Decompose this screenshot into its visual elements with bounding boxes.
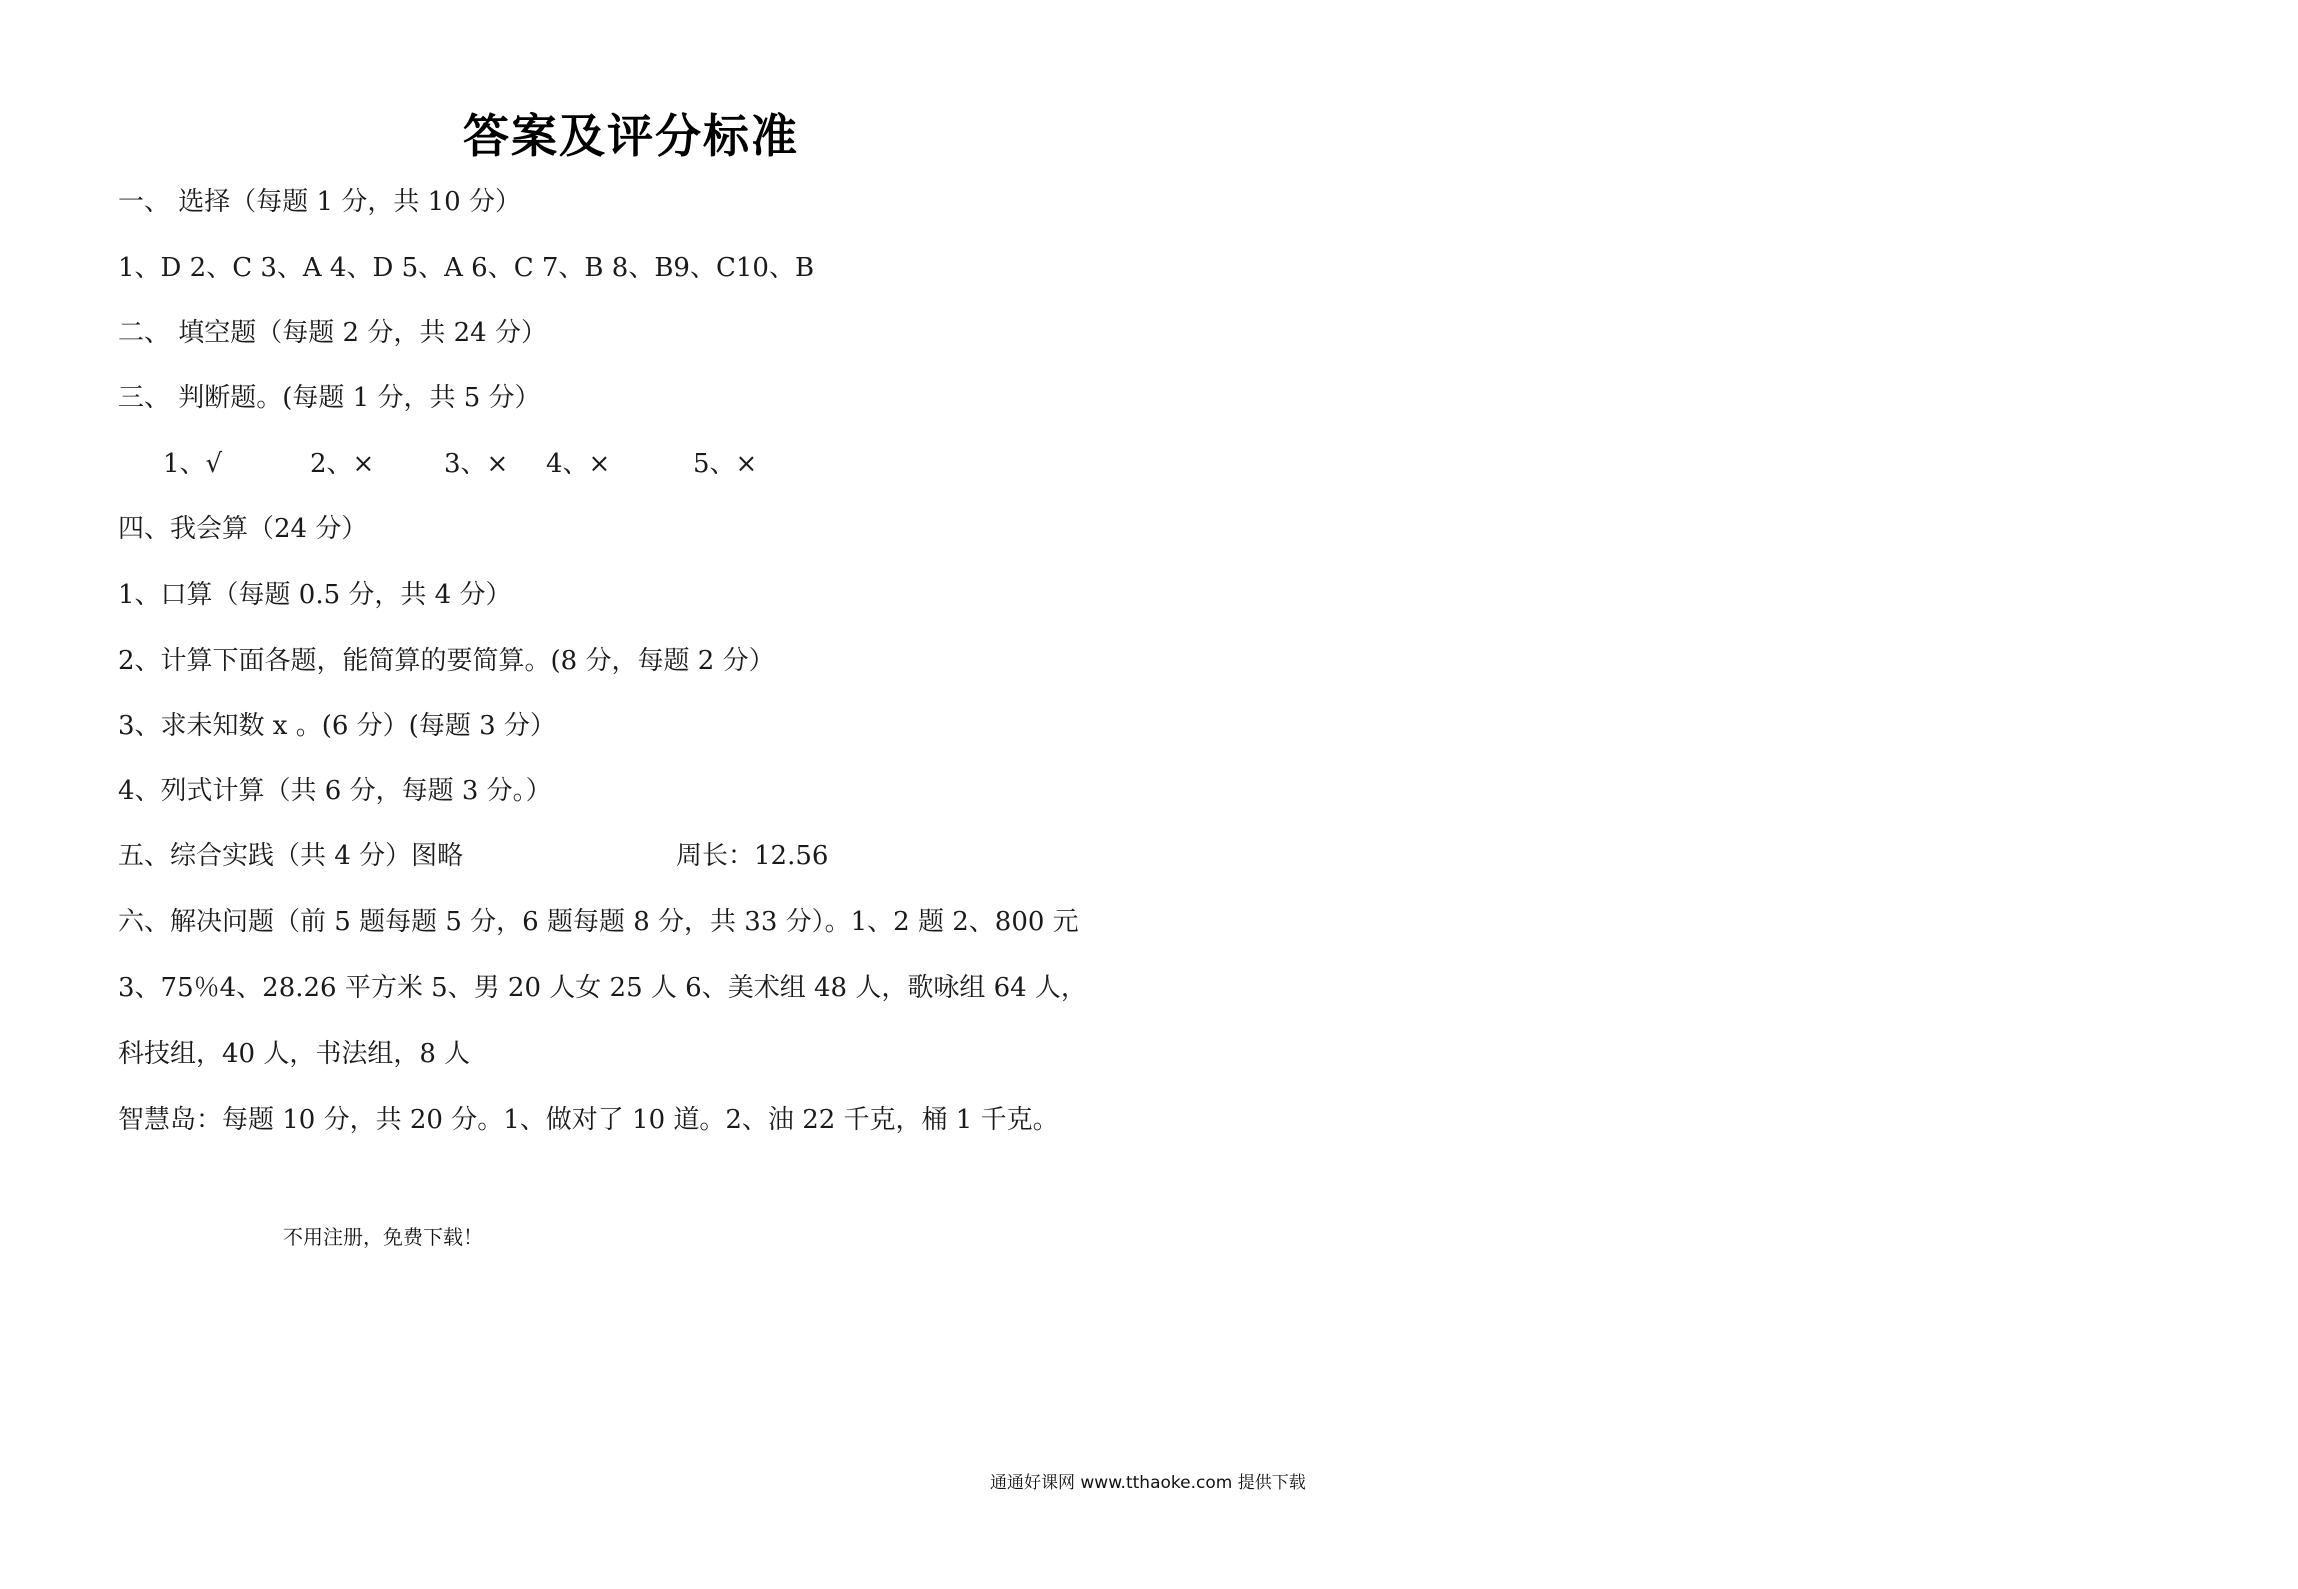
- judge-answer-1: 1、√: [163, 449, 223, 479]
- judge-answer-3: 3、×: [444, 449, 509, 479]
- section-1-heading: 一、 选择（每题 1 分，共 10 分）: [118, 187, 521, 217]
- promo-text: 不用注册，免费下载！: [283, 1225, 483, 1249]
- section-6-line-3: 科技组，40 人，书法组，8 人: [118, 1039, 471, 1069]
- section-1-answers: 1、D 2、C 3、A 4、D 5、A 6、C 7、B 8、B9、C10、B: [118, 253, 815, 283]
- section-6-line-2: 3、75％4、28.26 平方米 5、男 20 人女 25 人 6、美术组 48 人，歌咏组 64 人，: [118, 973, 1087, 1003]
- judge-answer-4: 4、×: [546, 449, 611, 479]
- bonus-section: 智慧岛：每题 10 分，共 20 分。1、做对了 10 道。2、油 22 千克，桶 1 千克。: [118, 1105, 1059, 1135]
- page-footer: 通通好课网 www.tthaoke.com 提供下载: [990, 1473, 1306, 1493]
- judge-answer-2: 2、×: [310, 449, 375, 479]
- section-4-item-2: 2、计算下面各题，能简算的要简算。(8 分，每题 2 分）: [118, 646, 775, 676]
- judge-answer-5: 5、×: [693, 449, 758, 479]
- section-5-perimeter: 周长：12.56: [676, 841, 829, 871]
- section-4-item-3: 3、求未知数 x 。(6 分）(每题 3 分）: [118, 711, 556, 741]
- section-3-heading: 三、 判断题。(每题 1 分，共 5 分）: [118, 383, 541, 413]
- section-6-line-1: 六、解决问题（前 5 题每题 5 分，6 题每题 8 分，共 33 分）。1、2 题 2、800 元: [118, 907, 1079, 937]
- section-5-heading: 五、综合实践（共 4 分）图略: [118, 841, 464, 871]
- section-2-heading: 二、 填空题（每题 2 分，共 24 分）: [118, 318, 547, 348]
- section-4-item-1: 1、口算（每题 0.5 分，共 4 分）: [118, 580, 512, 610]
- section-4-heading: 四、我会算（24 分）: [118, 514, 368, 544]
- page-title: 答案及评分标准: [463, 109, 799, 163]
- section-4-item-4: 4、列式计算（共 6 分，每题 3 分。）: [118, 776, 552, 806]
